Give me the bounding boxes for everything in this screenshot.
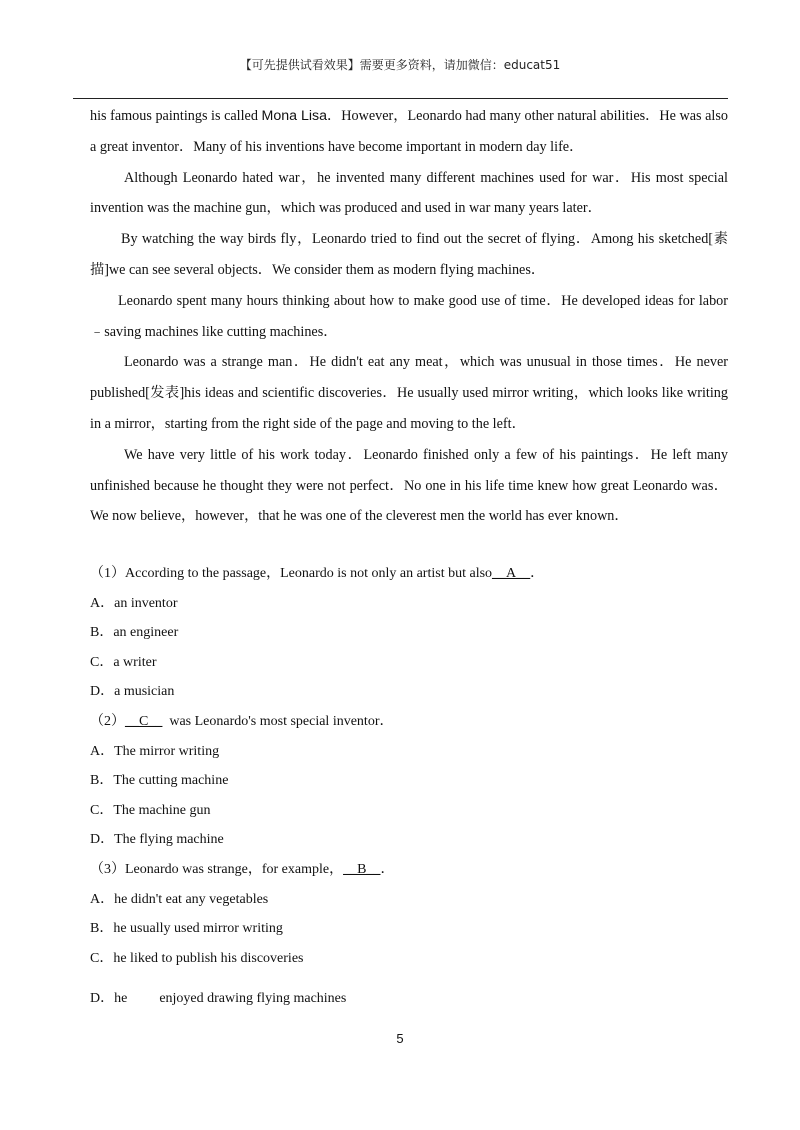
question-3-stem: （3）Leonardo was strange，for example， — [90, 861, 344, 877]
option-b: B．an engineer — [90, 625, 179, 641]
header-divider — [73, 98, 728, 99]
option-b: B．The cutting machine — [90, 773, 229, 789]
option-d — [90, 984, 730, 1014]
paragraph-3: By watching the way birds fly，Leonardo tried to find out the secret of flying．Among his sketched[素描]we can see several objects．We consider them as modern flying machines． — [90, 231, 728, 278]
option-d: D．The flying machine — [90, 832, 224, 848]
answer-blank: __C__ — [125, 713, 163, 729]
question-3 — [90, 855, 730, 885]
paragraph-6: We have very little of his work today．Leonardo finished only a few of his paintings．He left many unfinished because he thought they were not perfect．No one in his life time knew how great Leonardo was．We now believe，however，that he was one of the cleverest men the world has ever known． — [90, 446, 728, 525]
option-d: D．a musician — [90, 684, 175, 700]
paragraph-2: Although Leonardo hated war，he invented many different machines used for war．His most special invention was the machine gun，which was produced and used in war many years later． — [90, 169, 728, 217]
page-number: 5 — [396, 1031, 404, 1046]
option-a: A．he didn't eat any vegetables — [90, 891, 269, 907]
question-1 — [90, 559, 730, 589]
option-a: A．The mirror writing — [90, 743, 220, 759]
question-list — [90, 559, 730, 1014]
option-c: C．a writer — [90, 654, 157, 670]
question-2-stem: was Leonardo's most special inventor． — [162, 713, 394, 729]
paragraph-1-text-cont: ．However，Leonardo had many other natural abilities．He was also a great inventor．Many of his inventions have become important in modern day life． — [90, 108, 728, 155]
option-c: C．he liked to publish his discoveries — [90, 950, 304, 966]
question-2 — [90, 707, 730, 737]
paragraph-4: Leonardo spent many hours thinking about how to make good use of time．He developed ideas for labor﹣saving machines like cutting machines． — [90, 292, 728, 340]
answer-blank: __A__ — [492, 566, 531, 581]
painting-title: Mona Lisa — [261, 108, 328, 124]
option-b: B．he usually used mirror writing — [90, 921, 283, 937]
paragraph-5: Leonardo was a strange man．He didn't eat any meat，which was unusual in those times．He never published[发表]his ideas and scientific discoveries．He usually used mirror writing，which looks like writing in a mirror，starting from the right side of the page and moving to the left． — [90, 354, 728, 432]
option-c: C．The machine gun — [90, 802, 211, 818]
option-a: A．an inventor — [90, 595, 178, 611]
paragraph-1-text: his famous paintings is called — [90, 108, 262, 124]
answer-blank: __B__ — [343, 861, 381, 877]
option-d-start: D．he — [90, 991, 128, 1007]
question-3-suffix: ． — [380, 861, 395, 877]
reading-passage — [90, 101, 728, 532]
page-header: 【可先提供试看效果】需要更多资料，请加微信：educat51 — [239, 58, 561, 72]
option-d-end: enjoyed drawing flying machines — [159, 991, 347, 1007]
question-2-number: （2） — [90, 713, 125, 729]
paragraph-1 — [90, 101, 728, 163]
question-1-suffix: ． — [530, 566, 545, 581]
question-1-stem: （1）According to the passage，Leonardo is not only an artist but also — [90, 566, 493, 581]
